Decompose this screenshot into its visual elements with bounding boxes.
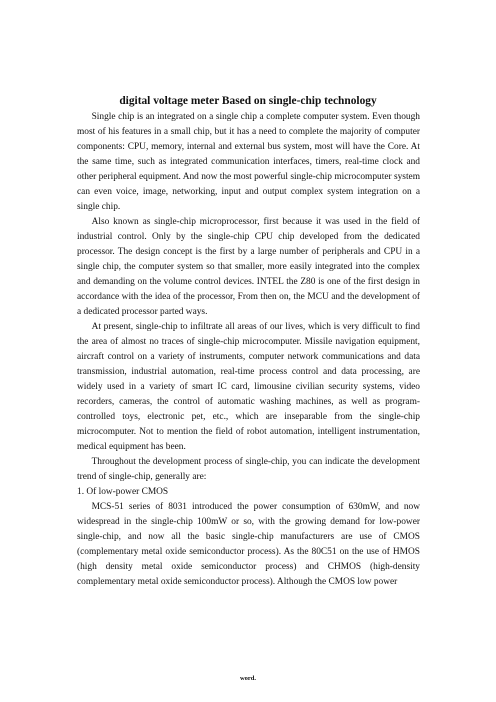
document-title: digital voltage meter Based on single-chip technology [119, 95, 377, 107]
paragraph-applications: At present, single-chip to infiltrate all areas of our lives, which is very difficult to find the area of almost no traces of single-chip microcomputer. Missile navigation equipment, aircraft control on a variety of instruments, computer network communications and data transmission, industrial automation, real-time process control and data processing, are widely used in a variety of smart IC card, limousine civilian security systems, video recorders, cameras, the control of automatic washing machines, as well as program-controlled toys, electronic pet, etc., which are inseparable from the single-chip microcomputer. Not to mention the field of robot automation, intelligent instrumentation, medical equipment has been. [77, 322, 420, 452]
page-footer: word. [239, 675, 257, 682]
paragraph-trend: Throughout the development process of single-chip, you can indicate the development trend of single-chip, generally are: [77, 457, 420, 482]
paragraph-intro: Single chip is an integrated on a single chip a complete computer system. Even though most of his features in a small chip, but it has a need to complete the majority of computer components: CPU, memory, internal and external bus system, most will have the Core. At the same time, such as integrated communication interfaces, timers, real-time clock and other peripheral equipment. And now the most powerful single-chip microcomputer system can even voice, image, networking, input and output complex system integration on a single chip. [77, 112, 420, 212]
paragraph-low-power: MCS-51 series of 8031 introduced the power consumption of 630mW, and now widespread in the single-chip 100mW or so, with the growing demand for low-power single-chip, and now all the basic single-chip manufacturers are use of CMOS (complementary metal oxide semiconductor process). As the 80C51 on the use of HMOS (high density metal oxide semiconductor process) and CHMOS (high-density complementary metal oxide semiconductor process). Although the CMOS low power [77, 502, 420, 587]
document-body [77, 110, 420, 590]
paragraph-microprocessor: Also known as single-chip microprocessor, first because it was used in the field of industrial control. Only by the single-chip CPU chip developed from the dedicated processor. The design concept is the first by a large number of peripherals and CPU in a single chip, the computer system so that smaller, more easily integrated into the complex and demanding on the volume control devices. INTEL the Z80 is one of the first design in accordance with the idea of the processor, From then on, the MCU and the development of a dedicated processor parted ways. [77, 217, 420, 317]
section-heading-low-power: 1. Of low-power CMOS [77, 487, 169, 497]
